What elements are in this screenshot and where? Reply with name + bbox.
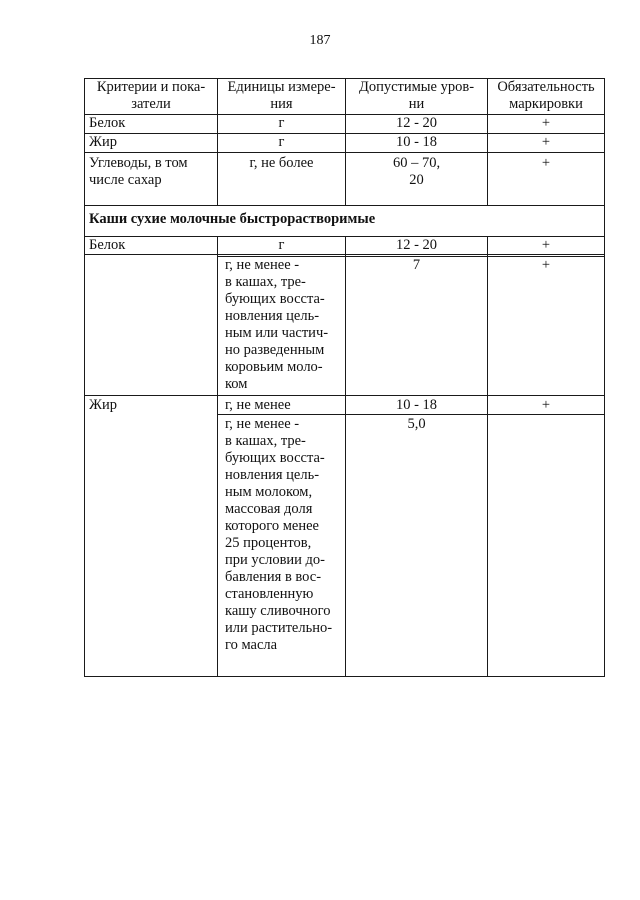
header-levels: Допустимые уров- ни [358,79,475,112]
row-protein-unit: г [278,115,285,131]
section-fat-level: 10 - 18 [395,397,438,413]
row-fat-level: 10 - 18 [395,134,438,150]
section-fat-mark: + [541,397,551,413]
row-carbs-mark: + [541,155,551,171]
section-protein-mark: + [541,237,551,253]
row-fat-criteria: Жир [89,134,118,150]
row-carbs-level: 60 – 70, 20 [392,155,441,188]
row-carbs-criteria: Углеводы, в том числе сахар [89,155,188,188]
section-fat-unit: г, не менее [225,397,291,413]
section-title: Каши сухие молочные быстрорастворимые [89,211,376,227]
header-criteria: Критерии и пока- затели [96,79,206,112]
section-protein-unit-note: г, не менее - в кашах, тре- бующих восста- новления цель- ным или частич- но разведенным коровьим моло- ком [225,257,329,392]
row-protein-criteria: Белок [89,115,126,131]
header-marking: Обязательность маркировки [497,79,595,112]
row-fat-mark: + [541,134,551,150]
row-protein-mark: + [541,115,551,131]
header-units: Единицы измере- ния [227,79,336,112]
section-protein-level: 12 - 20 [395,237,438,253]
section-protein-criteria: Белок [89,237,126,253]
row-carbs-unit: г, не более [249,155,314,171]
section-protein-unit: г [278,237,285,253]
section-fat-level-note: 5,0 [407,416,426,432]
section-protein-level-note: 7 [412,257,421,273]
row-protein-level: 12 - 20 [395,115,438,131]
section-fat-unit-note: г, не менее - в кашах, тре- бующих восста- новления цель- ным молоком, массовая доля которого менее 25 процентов, при условии до- бавления в вос- становленную кашу сливочного или растительно- го масла [225,416,333,653]
page-number: 187 [309,33,331,48]
row-fat-unit: г [278,134,285,150]
section-fat-criteria: Жир [89,397,118,413]
section-protein-mark-note: + [541,257,551,273]
